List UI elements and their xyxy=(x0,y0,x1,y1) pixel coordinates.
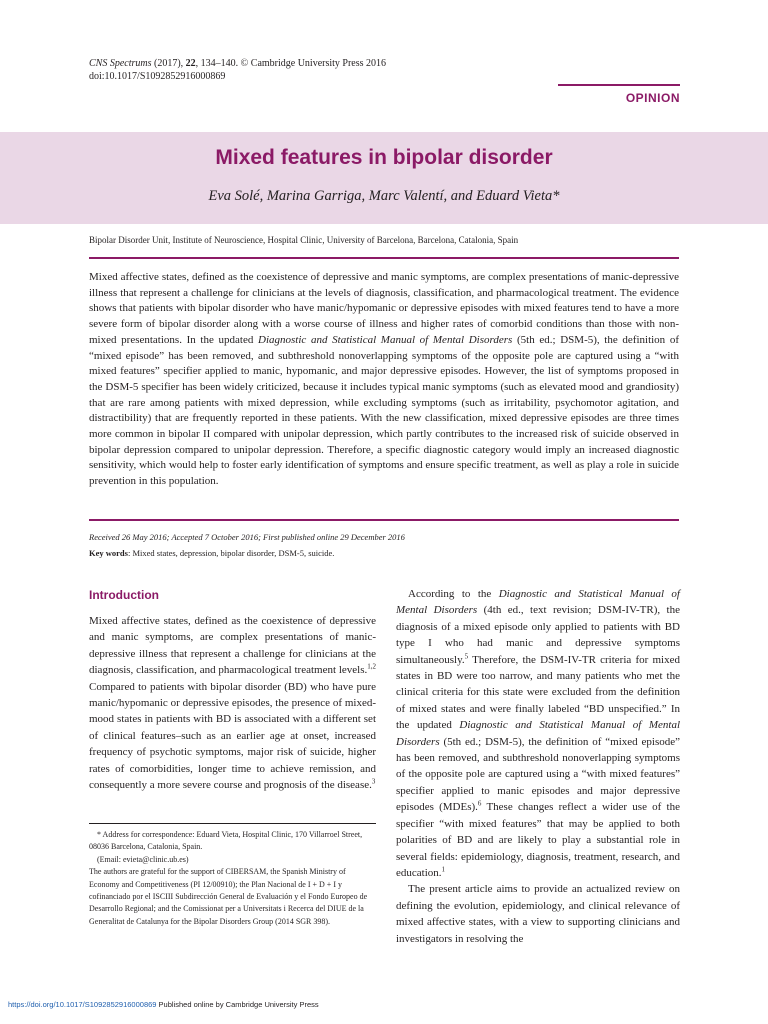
journal-name: CNS Spectrums xyxy=(89,58,152,69)
section-label: OPINION xyxy=(625,91,680,105)
doi-link[interactable]: https://doi.org/10.1017/S1092852916000869 xyxy=(8,1000,157,1009)
right-column xyxy=(396,586,680,947)
citation-volume: 22 xyxy=(185,58,196,69)
right-paragraph-2: The present article aims to provide an actualized review on defining the evolution, epidemiology, and clinical relevance of mixed affective states, with a view to supporting clinicians and investigators in resolving the xyxy=(396,883,680,945)
intro-text: Compared to patients with bipolar disorder (BD) who have pure manic/hypomanic or depressive episodes, the presence of mixed-mood states in patients with BD is associated with a different set of clinical features–such as an earlier age at onset, increased frequency of psychotic symptoms, major risk of suicide, higher rates of comorbidities, longer time to achieve remission, and consequently a more severe course and prognosis of the disease. xyxy=(89,680,376,792)
footnote-correspondence: * Address for correspondence: Eduard Vieta, Hospital Clinic, 170 Villarroel Street, 08036 Barcelona, Catalonia, Spain. xyxy=(89,830,363,852)
body-text: According to the xyxy=(408,588,499,600)
footnote-email: (Email: evieta@clinic.ub.es) xyxy=(97,854,189,864)
abstract-bottom-rule xyxy=(89,519,679,521)
citation-ref: 5 xyxy=(464,651,469,660)
intro-text: Mixed affective states, defined as the coexistence of depressive and manic symptoms, are complex presentations of manic-depressive illness that represent a challenge for clinicians at the diagnosis, classification, and pharmacological treatment levels. xyxy=(89,615,376,677)
right-paragraph-1 xyxy=(396,586,680,881)
section-rule xyxy=(558,84,680,86)
footnote-rule xyxy=(89,823,376,824)
citation-pages: , 134–140. © Cambridge University Press 2016 xyxy=(195,58,387,69)
abstract-top-rule xyxy=(89,257,679,259)
body-text: Therefore, the DSM-IV-TR criteria for mixed states in BD were too narrow, and many patients who met the clinical criteria for this state were excluded from the definition of mixed states and were finally labeled “BD unspecified.” In the updated xyxy=(396,653,680,732)
citation-ref: 1,2 xyxy=(367,662,376,671)
footnote xyxy=(89,829,376,928)
publication-dates: Received 26 May 2016; Accepted 7 October 2016; First published online 29 December 2016 xyxy=(89,532,405,542)
author-list: Eva Solé, Marina Garriga, Marc Valentí, and Eduard Vieta* xyxy=(208,188,560,204)
affiliation: Bipolar Disorder Unit, Institute of Neuroscience, Hospital Clinic, University of Barcelona, Barcelona, Catalonia, Spain xyxy=(89,235,519,245)
keywords-text: : Mixed states, depression, bipolar disorder, DSM-5, suicide. xyxy=(127,548,335,558)
citation-year: (2017), xyxy=(151,58,186,69)
keywords xyxy=(89,548,334,558)
body-text: (4th ed., text revision; DSM-IV-TR), the diagnosis of a mixed episode only applied to patients with BD type I who had manic and depressive symptoms simultaneously. xyxy=(396,604,680,666)
published-online-text: Published online by Cambridge University Press xyxy=(156,1000,319,1009)
citation-ref: 6 xyxy=(477,799,482,808)
keywords-label: Key words xyxy=(89,548,128,558)
section-heading-introduction: Introduction xyxy=(89,588,159,602)
body-italic: Diagnostic and Statistical Manual of Mental Disorders xyxy=(396,719,680,748)
abstract-italic: Diagnostic and Statistical Manual of Mental Disorders xyxy=(258,333,513,346)
abstract xyxy=(89,270,679,490)
citation-ref: 3 xyxy=(371,777,376,786)
abstract-text-2: (5th ed.; DSM-5), the definition of “mixed episode” has been removed, and subthreshold nonoverlapping symptoms of the opposite pole are captured using a “with mixed features” specifier applied to manic, hypomanic, and major depressive episodes. However, the list of symptoms proposed in the DSM-5 specifier has been widely criticized, because it includes typical manic symptoms (such as elevated mood and grandiosity) that are rare among patients with mixed depression, while excluding symptoms (such as irritability, psychomotor agitation, and distractibility) that are frequently reported in these patients. With the new classification, mixed depressive episodes are three times more common in bipolar II compared with unipolar depression, which partly contributes to the increased risk of suicide observed in bipolar depression compared to unipolar depression. Therefore, a specific diagnostic category would imply an increased diagnostic sensitivity, which would help to foster early identification of symptoms and ensure specific treatment, as well as play a role in suicide prevention in this population. xyxy=(89,333,680,488)
left-column xyxy=(89,613,376,793)
body-italic: Diagnostic and Statistical Manual of Mental Disorders xyxy=(396,588,680,617)
citation-block xyxy=(89,57,386,83)
intro-paragraph-1 xyxy=(89,613,376,793)
bottom-bar xyxy=(8,1000,319,1009)
body-text: These changes reflect a wider use of the specifier “with mixed features” that may be applied to both polarities of BD and are likely to play a substantial role in several fields: epidemiology, diagnosis, treatment, research, and education. xyxy=(396,801,680,879)
body-text: (5th ed.; DSM-5), the definition of “mixed episode” has been removed, and subthreshold nonoverlapping symptoms of the opposite pole are captured using a “with mixed features” specifier applied to manic episodes and major depressive episodes (MDEs). xyxy=(396,735,680,814)
abstract-text-1: Mixed affective states, defined as the coexistence of depressive and manic symptoms, are complex presentations of manic-depressive illness that represent a challenge for clinicians at the levels of diagnosis, classification, and pharmacological treatment. The evidence shows that patients with bipolar disorder who have manic/hypomanic or depressive episodes with mixed features tend to have a more severe form of bipolar disorder along with a worse course of illness and higher rates of comorbid conditions than those with non-mixed presentations. In the updated xyxy=(89,271,679,346)
doi-line: doi:10.1017/S1092852916000869 xyxy=(89,71,226,82)
citation-ref: 1 xyxy=(441,865,446,874)
footnote-funding: The authors are grateful for the support of CIBERSAM, the Spanish Ministry of Economy and Competitiveness (PI 12/00910); the Plan Nacional de I + D + I y cofinanciado por el ISCIII Subdirección General de Evaluación y el Fondo Europeo de Desarrollo Regional; and the Comissionat per a Universitats i Recerca del DIUE de la Generalitat de Catalunya for the Bipolar Disorders Group (2014 SGR 398). xyxy=(89,867,368,926)
article-title: Mixed features in bipolar disorder xyxy=(215,146,553,169)
